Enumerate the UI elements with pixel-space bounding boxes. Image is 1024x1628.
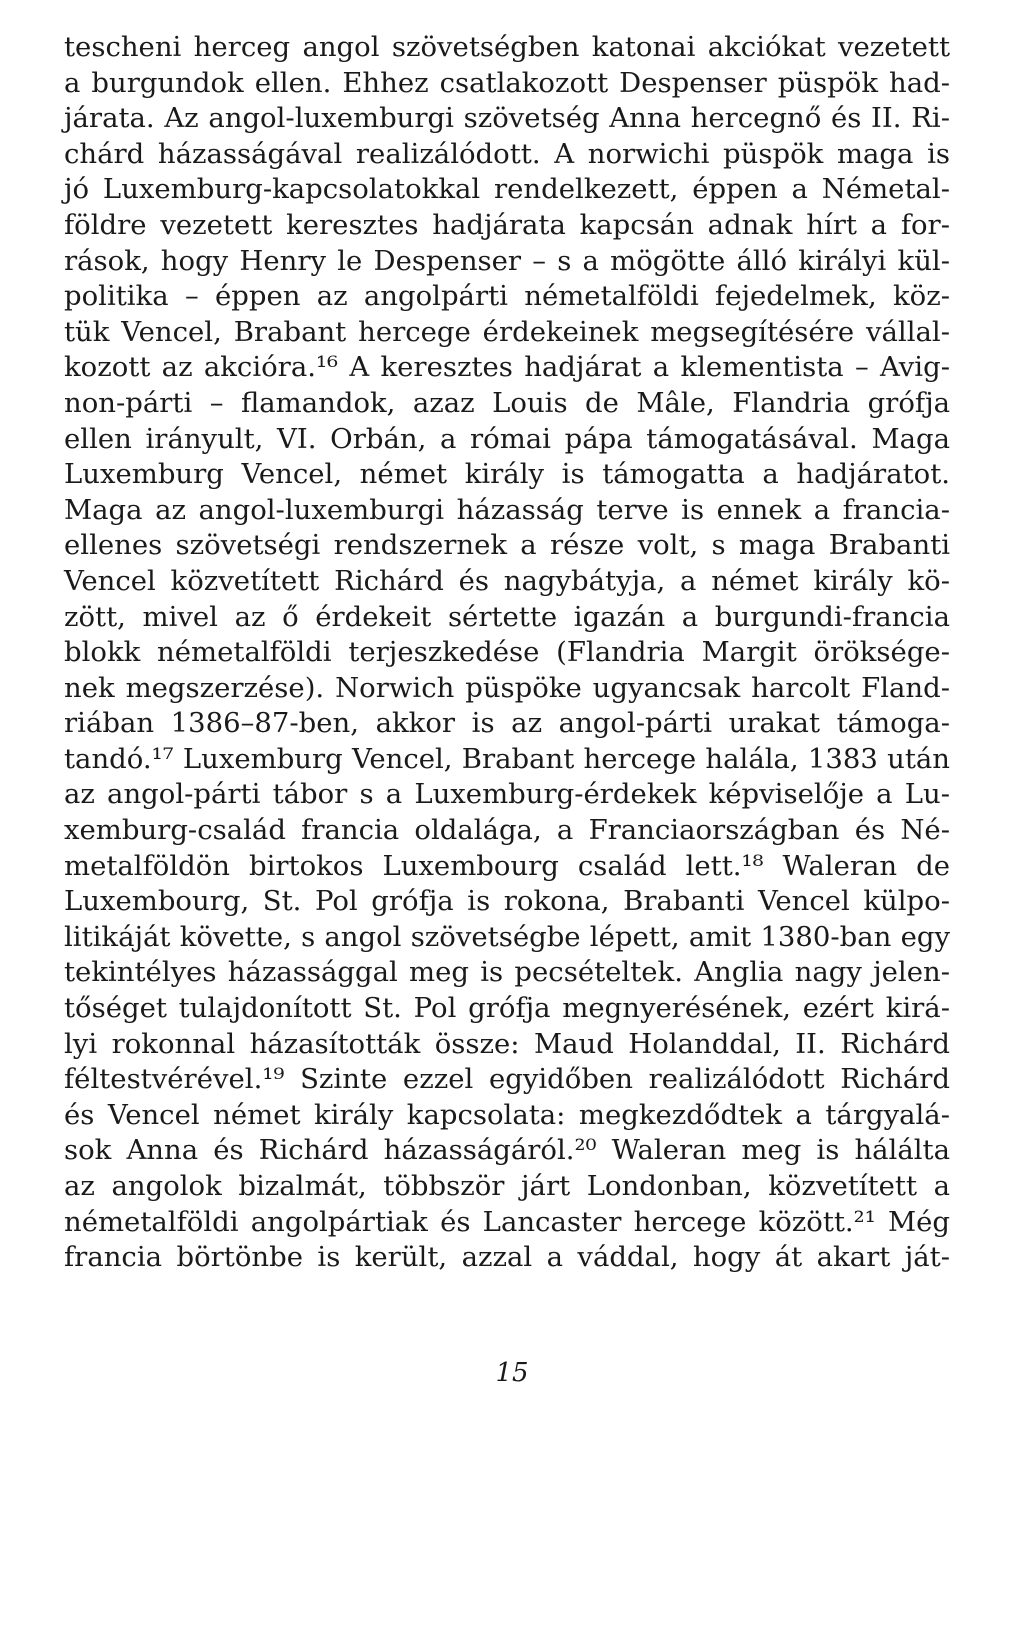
- text-line: a burgundok ellen. Ehhez csatlakozott Despenser püspök had-: [64, 66, 950, 99]
- text-line: járata. Az angol-luxemburgi szövetség Anna hercegnő és II. Ri-: [64, 102, 950, 135]
- text-line: Luxemburg Vencel, német király is támogatta a hadjáratot.: [64, 458, 950, 491]
- text-line: blokk németalföldi terjeszkedése (Flandria Margit öröksége-: [64, 636, 950, 669]
- text-line: az angolok bizalmát, többször járt Londonban, közvetített a: [64, 1170, 950, 1202]
- text-line: sok Anna és Richárd házasságáról.²⁰ Waleran meg is hálálta: [64, 1134, 950, 1167]
- text-line: Vencel közvetített Richárd és nagybátyja, a német király kö-: [64, 564, 950, 597]
- text-line: chárd házasságával realizálódott. A norwichi püspök maga is: [64, 137, 950, 170]
- text-line: földre vezetett keresztes hadjárata kapcsán adnak hírt a for-: [64, 208, 950, 241]
- text-line: lyi rokonnal házasították össze: Maud Holanddal, II. Richárd: [64, 1027, 950, 1060]
- text-line: és Vencel német király kapcsolata: megkezdődtek a tárgyalá-: [64, 1098, 950, 1131]
- text-line: rások, hogy Henry le Despenser – s a mögötte álló királyi kül-: [64, 244, 950, 277]
- text-line: németalföldi angolpártiak és Lancaster hercege között.²¹ Még: [64, 1205, 950, 1238]
- text-line: tük Vencel, Brabant hercege érdekeinek megsegítésére vállal-: [64, 315, 950, 348]
- text-line: kozott az akcióra.¹⁶ A keresztes hadjárat a klementista – Avig-: [64, 351, 950, 384]
- text-line: francia börtönbe is került, azzal a váddal, hogy át akart ját-: [64, 1241, 950, 1274]
- text-line: Luxembourg, St. Pol grófja is rokona, Brabanti Vencel külpo-: [64, 885, 950, 918]
- text-line: féltestvérével.¹⁹ Szinte ezzel egyidőben realizálódott Richárd: [64, 1063, 950, 1096]
- text-line: tőséget tulajdonított St. Pol grófja megnyerésének, ezért kirá-: [64, 992, 950, 1025]
- text-line: riában 1386–87-ben, akkor is az angol-párti urakat támoga-: [64, 707, 950, 740]
- text-line: xemburg-család francia oldalága, a Franciaországban és Né-: [64, 814, 950, 847]
- text-line: tekintélyes házassággal meg is pecsételtek. Anglia nagy jelen-: [64, 956, 950, 989]
- text-line: tandó.¹⁷ Luxemburg Vencel, Brabant hercege halála, 1383 után: [64, 742, 950, 775]
- page-number: 15: [495, 1358, 529, 1388]
- text-line: az angol-párti tábor s a Luxemburg-érdekek képviselője a Lu-: [64, 778, 950, 811]
- text-line: metalföldön birtokos Luxembourg család lett.¹⁸ Waleran de: [64, 849, 950, 882]
- text-line: non-párti – flamandok, azaz Louis de Mâle, Flandria grófja: [64, 386, 950, 419]
- text-line: tescheni herceg angol szövetségben katonai akciókat vezetett: [64, 31, 950, 63]
- text-line: ellen irányult, VI. Orbán, a római pápa támogatásával. Maga: [64, 422, 950, 455]
- text-line: zött, mivel az ő érdekeit sértette igazán a burgundi-francia: [64, 600, 950, 633]
- text-line: Maga az angol-luxemburgi házasság terve is ennek a francia-: [64, 493, 950, 526]
- text-line: jó Luxemburg-kapcsolatokkal rendelkezett, éppen a Németal-: [64, 173, 950, 206]
- body-text: [64, 30, 950, 1276]
- text-line: politika – éppen az angolpárti németalföldi fejedelmek, köz-: [64, 280, 950, 313]
- text-line: nek megszerzése). Norwich püspöke ugyancsak harcolt Fland-: [64, 671, 950, 704]
- text-line: ellenes szövetségi rendszernek a része volt, s maga Brabanti: [64, 529, 950, 562]
- text-line: litikáját követte, s angol szövetségbe lépett, amit 1380-ban egy: [64, 920, 950, 953]
